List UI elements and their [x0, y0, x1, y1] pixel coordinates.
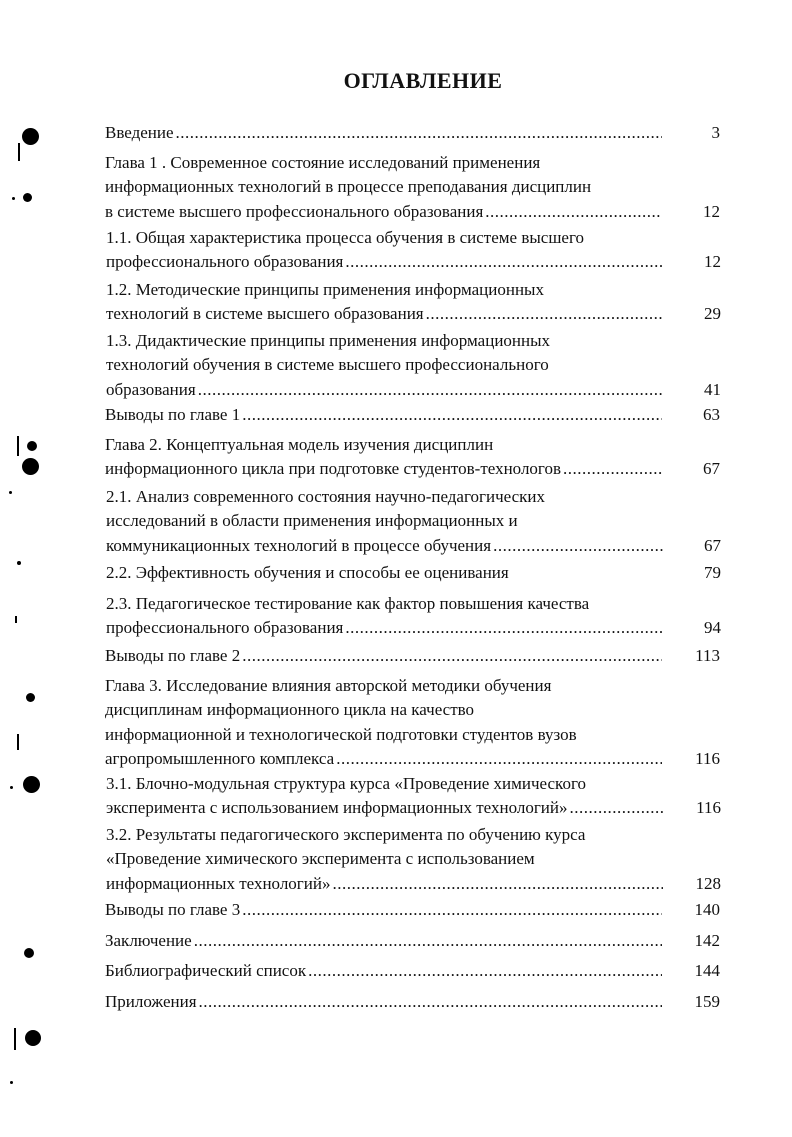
toc-entry-text: 1.2. Методические принципы применения информационных — [106, 280, 544, 299]
margin-line-mark — [17, 734, 19, 750]
toc-entry-text: исследований в области применения информационных и — [106, 511, 518, 531]
leader-dots — [199, 990, 662, 1014]
toc-entry-text: технологий в системе высшего образования — [106, 304, 424, 324]
toc-entry-text: дисциплинам информационного цикла на качество — [105, 700, 475, 720]
scan-speck — [10, 786, 13, 789]
toc-page-number: 12 — [704, 252, 721, 272]
toc-page-number: 79 — [704, 563, 721, 582]
toc-entry-section-1-3[interactable] — [106, 329, 721, 402]
scan-speck — [12, 197, 15, 200]
toc-page-number: 94 — [704, 618, 721, 638]
scan-speck — [24, 948, 34, 958]
toc-entry-section-3-1[interactable] — [106, 772, 721, 821]
toc-entry-text: агропромышленного комплекса — [105, 748, 335, 768]
toc-entry-text: коммуникационных технологий в процессе обучения — [106, 535, 492, 555]
punch-hole-mark — [23, 776, 40, 793]
leader-dots — [563, 457, 662, 481]
toc-entry-text: «Проведение химического эксперимента с использованием — [106, 849, 535, 869]
margin-line-mark — [15, 616, 17, 623]
toc-page-number: 116 — [695, 748, 720, 768]
leader-dots — [336, 747, 662, 771]
toc-page-number: 144 — [694, 961, 720, 980]
scan-speck — [9, 491, 12, 494]
toc-entry-text: информационной и технологической подготовки студентов вузов — [105, 724, 577, 744]
toc-entry-conclusions-1[interactable] — [105, 403, 720, 427]
toc-entry-text: информационных технологий в процессе преподавания дисциплин — [105, 177, 592, 197]
toc-entry-text: 3.1. Блочно-модульная структура курса «Проведение химического — [106, 774, 586, 793]
toc-page-number: 29 — [704, 304, 721, 324]
toc-entry-conclusions-2[interactable] — [105, 644, 720, 668]
toc-entry-text: 2.2. Эффективность обучения и способы ее оценивания — [106, 563, 509, 582]
margin-line-mark — [14, 1028, 16, 1050]
toc-entry-chapter-2[interactable] — [105, 433, 720, 482]
leader-dots — [570, 796, 664, 820]
leader-dots — [242, 403, 662, 427]
toc-entry-chapter-3[interactable] — [105, 674, 720, 771]
toc-page-number: 113 — [695, 646, 720, 665]
leader-dots — [345, 616, 663, 640]
toc-entry-conclusion[interactable] — [105, 929, 720, 953]
punch-hole-mark — [25, 1030, 41, 1046]
toc-entry-chapter-1[interactable] — [105, 151, 720, 224]
toc-page-number: 3 — [711, 123, 720, 142]
toc-entry-text: Приложения — [105, 992, 197, 1011]
toc-entry-text: Выводы по главе 1 — [105, 405, 241, 424]
margin-line-mark — [18, 143, 20, 161]
toc-page-number: 140 — [694, 900, 720, 919]
punch-hole-mark — [22, 458, 39, 475]
leader-dots — [332, 872, 663, 896]
toc-entry-text: профессионального образования — [106, 252, 344, 272]
toc-entry-section-1-1[interactable] — [106, 226, 721, 275]
toc-page-number: 116 — [696, 798, 721, 818]
leader-dots — [308, 959, 662, 983]
leader-dots — [493, 534, 663, 558]
toc-entry-text: технологий обучения в системе высшего профессионального — [106, 355, 549, 375]
toc-entry-appendices[interactable] — [105, 990, 720, 1014]
scan-speck — [17, 561, 21, 565]
leader-dots — [345, 250, 663, 274]
toc-entry-text: Введение — [105, 123, 174, 142]
leader-dots — [194, 929, 662, 953]
toc-entry-text: в системе высшего профессионального образования — [105, 201, 484, 221]
toc-entry-section-3-2[interactable] — [106, 823, 721, 896]
toc-entry-section-1-2[interactable] — [106, 278, 721, 327]
toc-page-number: 67 — [703, 459, 720, 479]
toc-entry-section-2-3[interactable] — [106, 592, 721, 641]
toc-entry-text: Выводы по главе 3 — [105, 900, 241, 919]
toc-entry-text: Заключение — [105, 931, 192, 950]
toc-entry-section-2-1[interactable] — [106, 485, 721, 558]
leader-dots — [198, 378, 663, 402]
scan-speck — [27, 441, 37, 451]
toc-entry-text: Глава 2. Концептуальная модель изучения дисциплин — [105, 435, 494, 454]
toc-entry-introduction[interactable] — [105, 121, 720, 145]
toc-entry-text: эксперимента с использованием информационных технологий» — [106, 798, 568, 818]
toc-entry-text: образования — [106, 379, 196, 399]
toc-entry-text: информационного цикла при подготовке студентов-технологов — [105, 459, 562, 479]
toc-entry-text: 2.1. Анализ современного состояния научно-педагогических — [106, 487, 546, 506]
toc-page-number: 142 — [694, 931, 720, 950]
scan-speck — [26, 693, 35, 702]
scan-speck — [10, 1081, 13, 1084]
toc-entry-text: 1.1. Общая характеристика процесса обучения в системе высшего — [106, 228, 585, 247]
toc-entry-text: 3.2. Результаты педагогического эксперимента по обучению курса — [106, 825, 586, 844]
leader-dots — [426, 302, 663, 326]
toc-page-number: 12 — [703, 201, 720, 221]
toc-page-number: 67 — [704, 535, 721, 555]
toc-entry-text: Глава 1 . Современное состояние исследований применения — [105, 153, 541, 172]
toc-entry-text: профессионального образования — [106, 618, 344, 638]
toc-entry-conclusions-3[interactable] — [105, 898, 720, 922]
toc-entry-text: Выводы по главе 2 — [105, 646, 241, 665]
page-title: ОГЛАВЛЕНИЕ — [343, 68, 503, 93]
margin-line-mark — [17, 436, 19, 456]
leader-dots — [485, 200, 662, 224]
toc-page-number: 159 — [694, 992, 720, 1011]
toc-entry-section-2-2[interactable] — [106, 561, 721, 585]
toc-page-number: 63 — [703, 405, 720, 424]
leader-dots — [242, 644, 662, 668]
toc-entry-bibliography[interactable] — [105, 959, 720, 983]
toc-entry-text: Глава 3. Исследование влияния авторской методики обучения — [105, 676, 552, 695]
scan-speck — [23, 193, 32, 202]
toc-entry-text: Библиографический список — [105, 961, 307, 980]
toc-entry-text: информационных технологий» — [106, 873, 331, 893]
leader-dots — [242, 898, 662, 922]
punch-hole-mark — [22, 128, 39, 145]
leader-dots — [176, 121, 662, 145]
toc-entry-text: 1.3. Дидактические принципы применения информационных — [106, 331, 551, 350]
toc-page-number: 41 — [704, 379, 721, 399]
toc-page-number: 128 — [695, 873, 721, 893]
toc-entry-text: 2.3. Педагогическое тестирование как фактор повышения качества — [106, 594, 590, 613]
